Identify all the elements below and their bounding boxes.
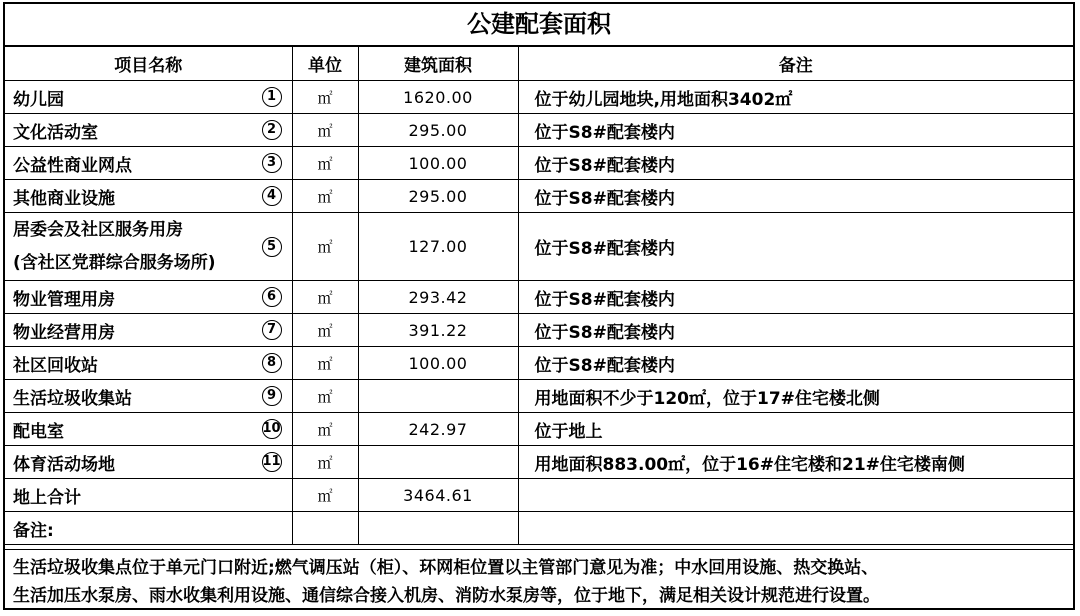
row-area: 127.00	[358, 213, 518, 281]
table-row	[5, 81, 1073, 114]
remarks-label: 备注:	[5, 512, 292, 545]
row-area: 295.00	[358, 114, 518, 147]
row-area: 391.22	[358, 314, 518, 347]
row-area	[358, 446, 518, 479]
row-unit: ㎡	[292, 314, 358, 347]
table-row	[5, 347, 1073, 380]
header-row	[5, 47, 1073, 81]
row-unit: ㎡	[292, 180, 358, 213]
row-number-badge: 3	[262, 153, 282, 173]
table-row	[5, 213, 1073, 281]
row-note: 位于S8#配套楼内	[518, 347, 1073, 380]
row-note: 用地面积883.00㎡，位于16#住宅楼和21#住宅楼南侧	[518, 446, 1073, 479]
row-name-cell	[5, 147, 292, 180]
row-name-cell	[5, 81, 292, 114]
table-row	[5, 380, 1073, 413]
table-row	[5, 147, 1073, 180]
row-area: 100.00	[358, 347, 518, 380]
header-area: 建筑面积	[358, 47, 518, 81]
row-unit: ㎡	[292, 347, 358, 380]
header-unit: 单位	[292, 47, 358, 81]
table-row	[5, 446, 1073, 479]
row-unit: ㎡	[292, 281, 358, 314]
row-name-cell	[5, 380, 292, 413]
remarks-empty-cell	[292, 512, 358, 545]
row-unit: ㎡	[292, 380, 358, 413]
row-name-cell	[5, 281, 292, 314]
row-note: 位于S8#配套楼内	[518, 213, 1073, 281]
row-name-cell	[5, 213, 292, 281]
row-unit: ㎡	[292, 213, 358, 281]
row-name: 居委会及社区服务用房 (含社区党群综合服务场所)	[13, 219, 216, 273]
row-name-cell	[5, 446, 292, 479]
row-number-badge: 2	[262, 120, 282, 140]
table-row	[5, 180, 1073, 213]
table-frame	[3, 2, 1075, 610]
row-name: 幼儿园	[13, 89, 64, 110]
footnote	[5, 549, 1073, 610]
row-unit: ㎡	[292, 413, 358, 446]
row-name-cell	[5, 413, 292, 446]
row-unit: ㎡	[292, 147, 358, 180]
row-note: 位于S8#配套楼内	[518, 314, 1073, 347]
header-name: 项目名称	[5, 47, 292, 81]
row-note: 位于地上	[518, 413, 1073, 446]
total-unit: ㎡	[292, 479, 358, 512]
row-name-cell	[5, 180, 292, 213]
row-name: 生活垃圾收集站	[13, 388, 132, 409]
total-row	[5, 479, 1073, 512]
row-note: 位于S8#配套楼内	[518, 147, 1073, 180]
table-row	[5, 314, 1073, 347]
row-name: 体育活动场地	[13, 454, 115, 475]
table-title: 公建配套面积	[5, 4, 1073, 46]
row-unit: ㎡	[292, 446, 358, 479]
total-name: 地上合计	[5, 479, 292, 512]
header-note: 备注	[518, 47, 1073, 81]
row-name: 公益性商业网点	[13, 155, 132, 176]
row-name-cell	[5, 114, 292, 147]
footnote-line-1: 生活垃圾收集点位于单元门口附近;燃气调压站（柜）、环网柜位置以主管部门意见为准；中水回用设施、热交换站、	[13, 558, 879, 578]
row-name-cell	[5, 314, 292, 347]
row-name: 配电室	[13, 421, 64, 442]
row-number-badge: 11	[262, 452, 282, 472]
row-number-badge: 1	[262, 87, 282, 107]
row-area: 242.97	[358, 413, 518, 446]
row-number-badge: 10	[262, 419, 282, 439]
row-number-badge: 9	[262, 386, 282, 406]
row-name: 物业经营用房	[13, 322, 115, 343]
row-name: 其他商业设施	[13, 188, 115, 209]
facility-table	[5, 46, 1073, 545]
row-unit: ㎡	[292, 81, 358, 114]
row-number-badge: 4	[262, 186, 282, 206]
row-area: 293.42	[358, 281, 518, 314]
row-note: 位于S8#配套楼内	[518, 114, 1073, 147]
row-number-badge: 5	[262, 237, 282, 257]
row-number-badge: 8	[262, 353, 282, 373]
total-area: 3464.61	[358, 479, 518, 512]
table-row	[5, 413, 1073, 446]
row-area	[358, 380, 518, 413]
row-name-cell	[5, 347, 292, 380]
row-unit: ㎡	[292, 114, 358, 147]
row-note: 位于S8#配套楼内	[518, 281, 1073, 314]
row-area: 1620.00	[358, 81, 518, 114]
row-name: 物业管理用房	[13, 289, 115, 310]
table-row	[5, 281, 1073, 314]
row-number-badge: 6	[262, 287, 282, 307]
total-note	[518, 479, 1073, 512]
footnote-line-2: 生活加压水泵房、雨水收集利用设施、通信综合接入机房、消防水泵房等，位于地下，满足相关设计规范进行设置。	[13, 586, 880, 606]
row-number-badge: 7	[262, 320, 282, 340]
remarks-row	[5, 512, 1073, 545]
row-note: 位于幼儿园地块,用地面积3402㎡	[518, 81, 1073, 114]
row-area: 295.00	[358, 180, 518, 213]
table-row	[5, 114, 1073, 147]
row-area: 100.00	[358, 147, 518, 180]
row-note: 用地面积不少于120㎡，位于17#住宅楼北侧	[518, 380, 1073, 413]
remarks-empty-cell	[518, 512, 1073, 545]
remarks-empty-cell	[358, 512, 518, 545]
row-name: 文化活动室	[13, 122, 98, 143]
row-note: 位于S8#配套楼内	[518, 180, 1073, 213]
row-name: 社区回收站	[13, 355, 98, 376]
